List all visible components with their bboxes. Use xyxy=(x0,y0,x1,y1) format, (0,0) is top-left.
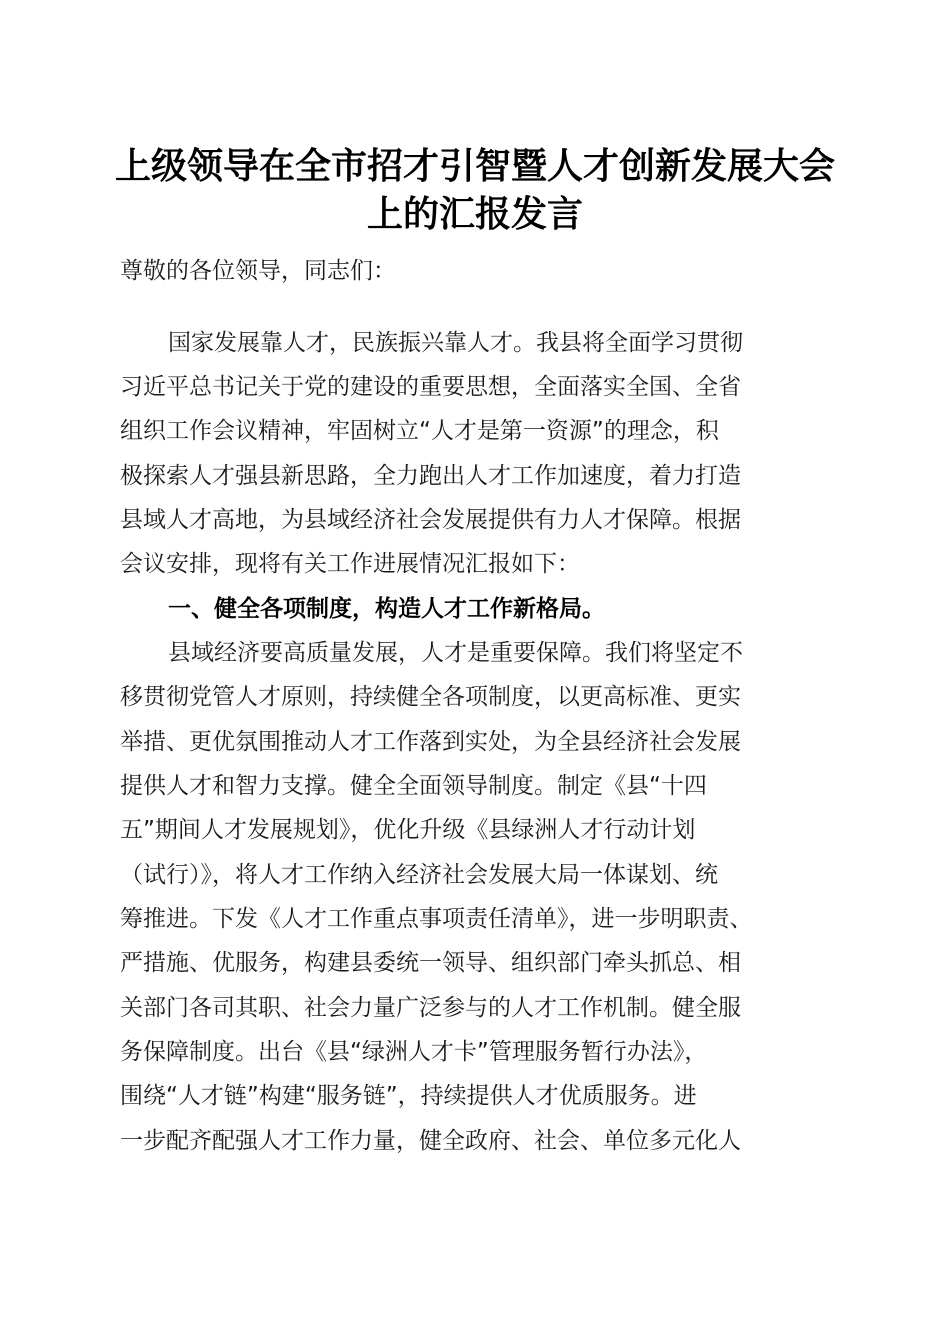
section-1-heading: 一、健全各项制度，构造人才工作新格局。 xyxy=(168,596,605,622)
paragraph-2-line: 务保障制度。出台《县“绿洲人才卡”管理服务暂行办法》， xyxy=(120,1039,708,1065)
salutation: 尊敬的各位领导，同志们： xyxy=(120,258,396,284)
paragraph-2-line: 提供人才和智力支撑。健全全面领导制度。制定《县“十四 xyxy=(120,773,707,799)
paragraph-2-line: 严措施、优服务，构建县委统一领导、组织部门牵头抓总、相 xyxy=(120,950,741,976)
paragraph-1-line: 极探索人才强县新思路，全力跑出人才工作加速度，着力打造 xyxy=(120,463,741,489)
paragraph-2-line: 五”期间人才发展规划》，优化升级《县绿洲人才行动计划 xyxy=(120,817,696,843)
paragraph-2-line: 县域经济要高质量发展，人才是重要保障。我们将坚定不 xyxy=(168,640,743,666)
paragraph-2-line: 关部门各司其职、社会力量广泛参与的人才工作机制。健全服 xyxy=(120,995,741,1021)
paragraph-2-line: 一步配齐配强人才工作力量，健全政府、社会、单位多元化人 xyxy=(120,1128,741,1154)
paragraph-2-line: 移贯彻党管人才原则，持续健全各项制度，以更高标准、更实 xyxy=(120,684,741,710)
paragraph-1-line: 组织工作会议精神，牢固树立“人才是第一资源”的理念，积 xyxy=(120,418,719,444)
document-title-line-2: 上的汇报发言 xyxy=(366,193,583,235)
paragraph-1-line: 会议安排，现将有关工作进展情况汇报如下： xyxy=(120,551,580,577)
paragraph-1-line: 国家发展靠人才，民族振兴靠人才。我县将全面学习贯彻 xyxy=(168,330,743,356)
paragraph-2-line: （试行）》，将人才工作纳入经济社会发展大局一体谋划、统 xyxy=(120,862,718,888)
paragraph-2-line: 举措、更优氛围推动人才工作落到实处，为全县经济社会发展 xyxy=(120,729,741,755)
paragraph-1-line: 县域人才高地，为县域经济社会发展提供有力人才保障。根据 xyxy=(120,507,741,533)
paragraph-2-line: 筹推进。下发《人才工作重点事项责任清单》，进一步明职责、 xyxy=(120,906,753,932)
document-title-line-1: 上级领导在全市招才引智暨人才创新发展大会 xyxy=(114,145,835,187)
paragraph-2-line: 围绕“人才链”构建“服务链”，持续提供人才优质服务。进 xyxy=(120,1083,697,1109)
paragraph-1-line: 习近平总书记关于党的建设的重要思想，全面落实全国、全省 xyxy=(120,374,741,400)
